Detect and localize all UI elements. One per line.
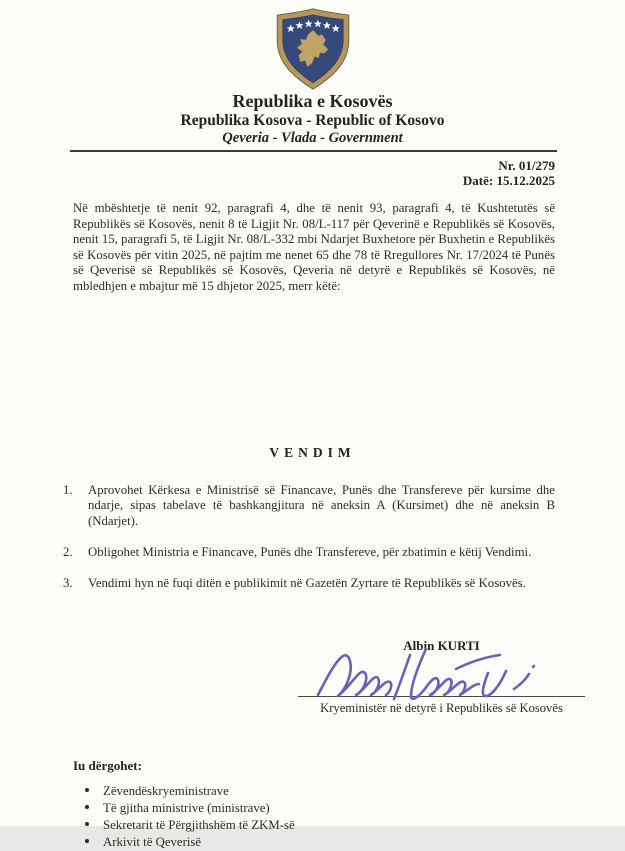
decision-item-number: 2. (63, 545, 73, 560)
decision-item-text: Aprovohet Kërkesa e Ministrisë së Financave, Punës dhe Transfereve për kursime dhe ndarje, sipas tabelave të bashkangjitura në aneksin A (Kursimet) dhe në aneksin B (Ndarjet). (88, 482, 555, 529)
decision-item (63, 576, 555, 592)
decision-heading: VENDIM (269, 444, 356, 460)
document-number: Nr. 01/279 (498, 158, 555, 174)
decision-item (63, 545, 555, 561)
preamble-paragraph: Në mbështetje të nenit 92, paragrafi 4, dhe të nenit 93, paragrafi 4, të Kushtetutës së Republikës së Kosovës, nenit 8 të Ligjit Nr. 08/L-117 për Qeverinë e Republikës së Kosovës, nenit 15, paragrafi 5, të Ligjit Nr. 08/L-332 mbi Ndarjet Buxhetore për Buxhetin e Republikës së Kosovës për vitin 2025, në pajtim me nenet 65 dhe 78 të Rregullores Nr. 17/2024 të Punës së Qeverisë së Republikës së Kosovës, Qeveria në detyrë e Republikës së Kosovës, në mbledhjen e mbajtur më 15 dhjetor 2025, merr këtë: (73, 201, 555, 294)
signature-line (298, 654, 585, 697)
distribution-item-text: Sekretarit të Përgjithshëm të ZKM-së (103, 818, 295, 833)
republic-title-albanian: Republika e Kosovës (232, 91, 393, 111)
bullet-icon (85, 822, 89, 826)
decision-item-text: Obligohet Ministria e Financave, Punës dhe Transfereve, për zbatimin e këtij Vendimi. (88, 545, 532, 560)
signature-block (298, 638, 585, 716)
decision-item-number: 1. (63, 482, 73, 497)
header-divider (70, 150, 557, 152)
bullet-icon (85, 788, 89, 792)
kosovo-coat-of-arms-icon (273, 8, 353, 90)
signatory-title: Kryeministër në detyrë i Republikës së Kosovës (320, 700, 563, 715)
decision-item (63, 483, 555, 530)
distribution-item (85, 783, 625, 800)
decision-item-number: 3. (63, 575, 73, 590)
document-meta (0, 158, 555, 188)
republic-title-multilingual: Republika Kosova - Republic of Kosovo (180, 111, 445, 129)
bullet-icon (85, 805, 89, 809)
distribution-heading: Iu dërgohet: (73, 757, 142, 773)
decision-item-text: Vendimi hyn në fuqi ditën e publikimit në Gazetën Zyrtare të Republikës së Kosovës. (88, 575, 526, 590)
distribution-item (85, 834, 625, 851)
distribution-list (73, 783, 625, 851)
distribution-item-text: Të gjitha ministrive (ministrave) (103, 800, 270, 815)
government-subtitle: Qeveria - Vlada - Government (222, 130, 403, 147)
bullet-icon (85, 839, 89, 843)
document-header (0, 0, 625, 147)
distribution-item (85, 817, 625, 834)
decision-list (63, 483, 555, 592)
distribution-section (73, 758, 625, 851)
distribution-item-text: Arkivit të Qeverisë (103, 835, 202, 850)
distribution-item (85, 800, 625, 817)
signatory-name: Albin KURTI (403, 637, 480, 653)
document-date: Datë: 15.12.2025 (462, 173, 555, 189)
distribution-item-text: Zëvendëskryeministrave (103, 783, 229, 798)
